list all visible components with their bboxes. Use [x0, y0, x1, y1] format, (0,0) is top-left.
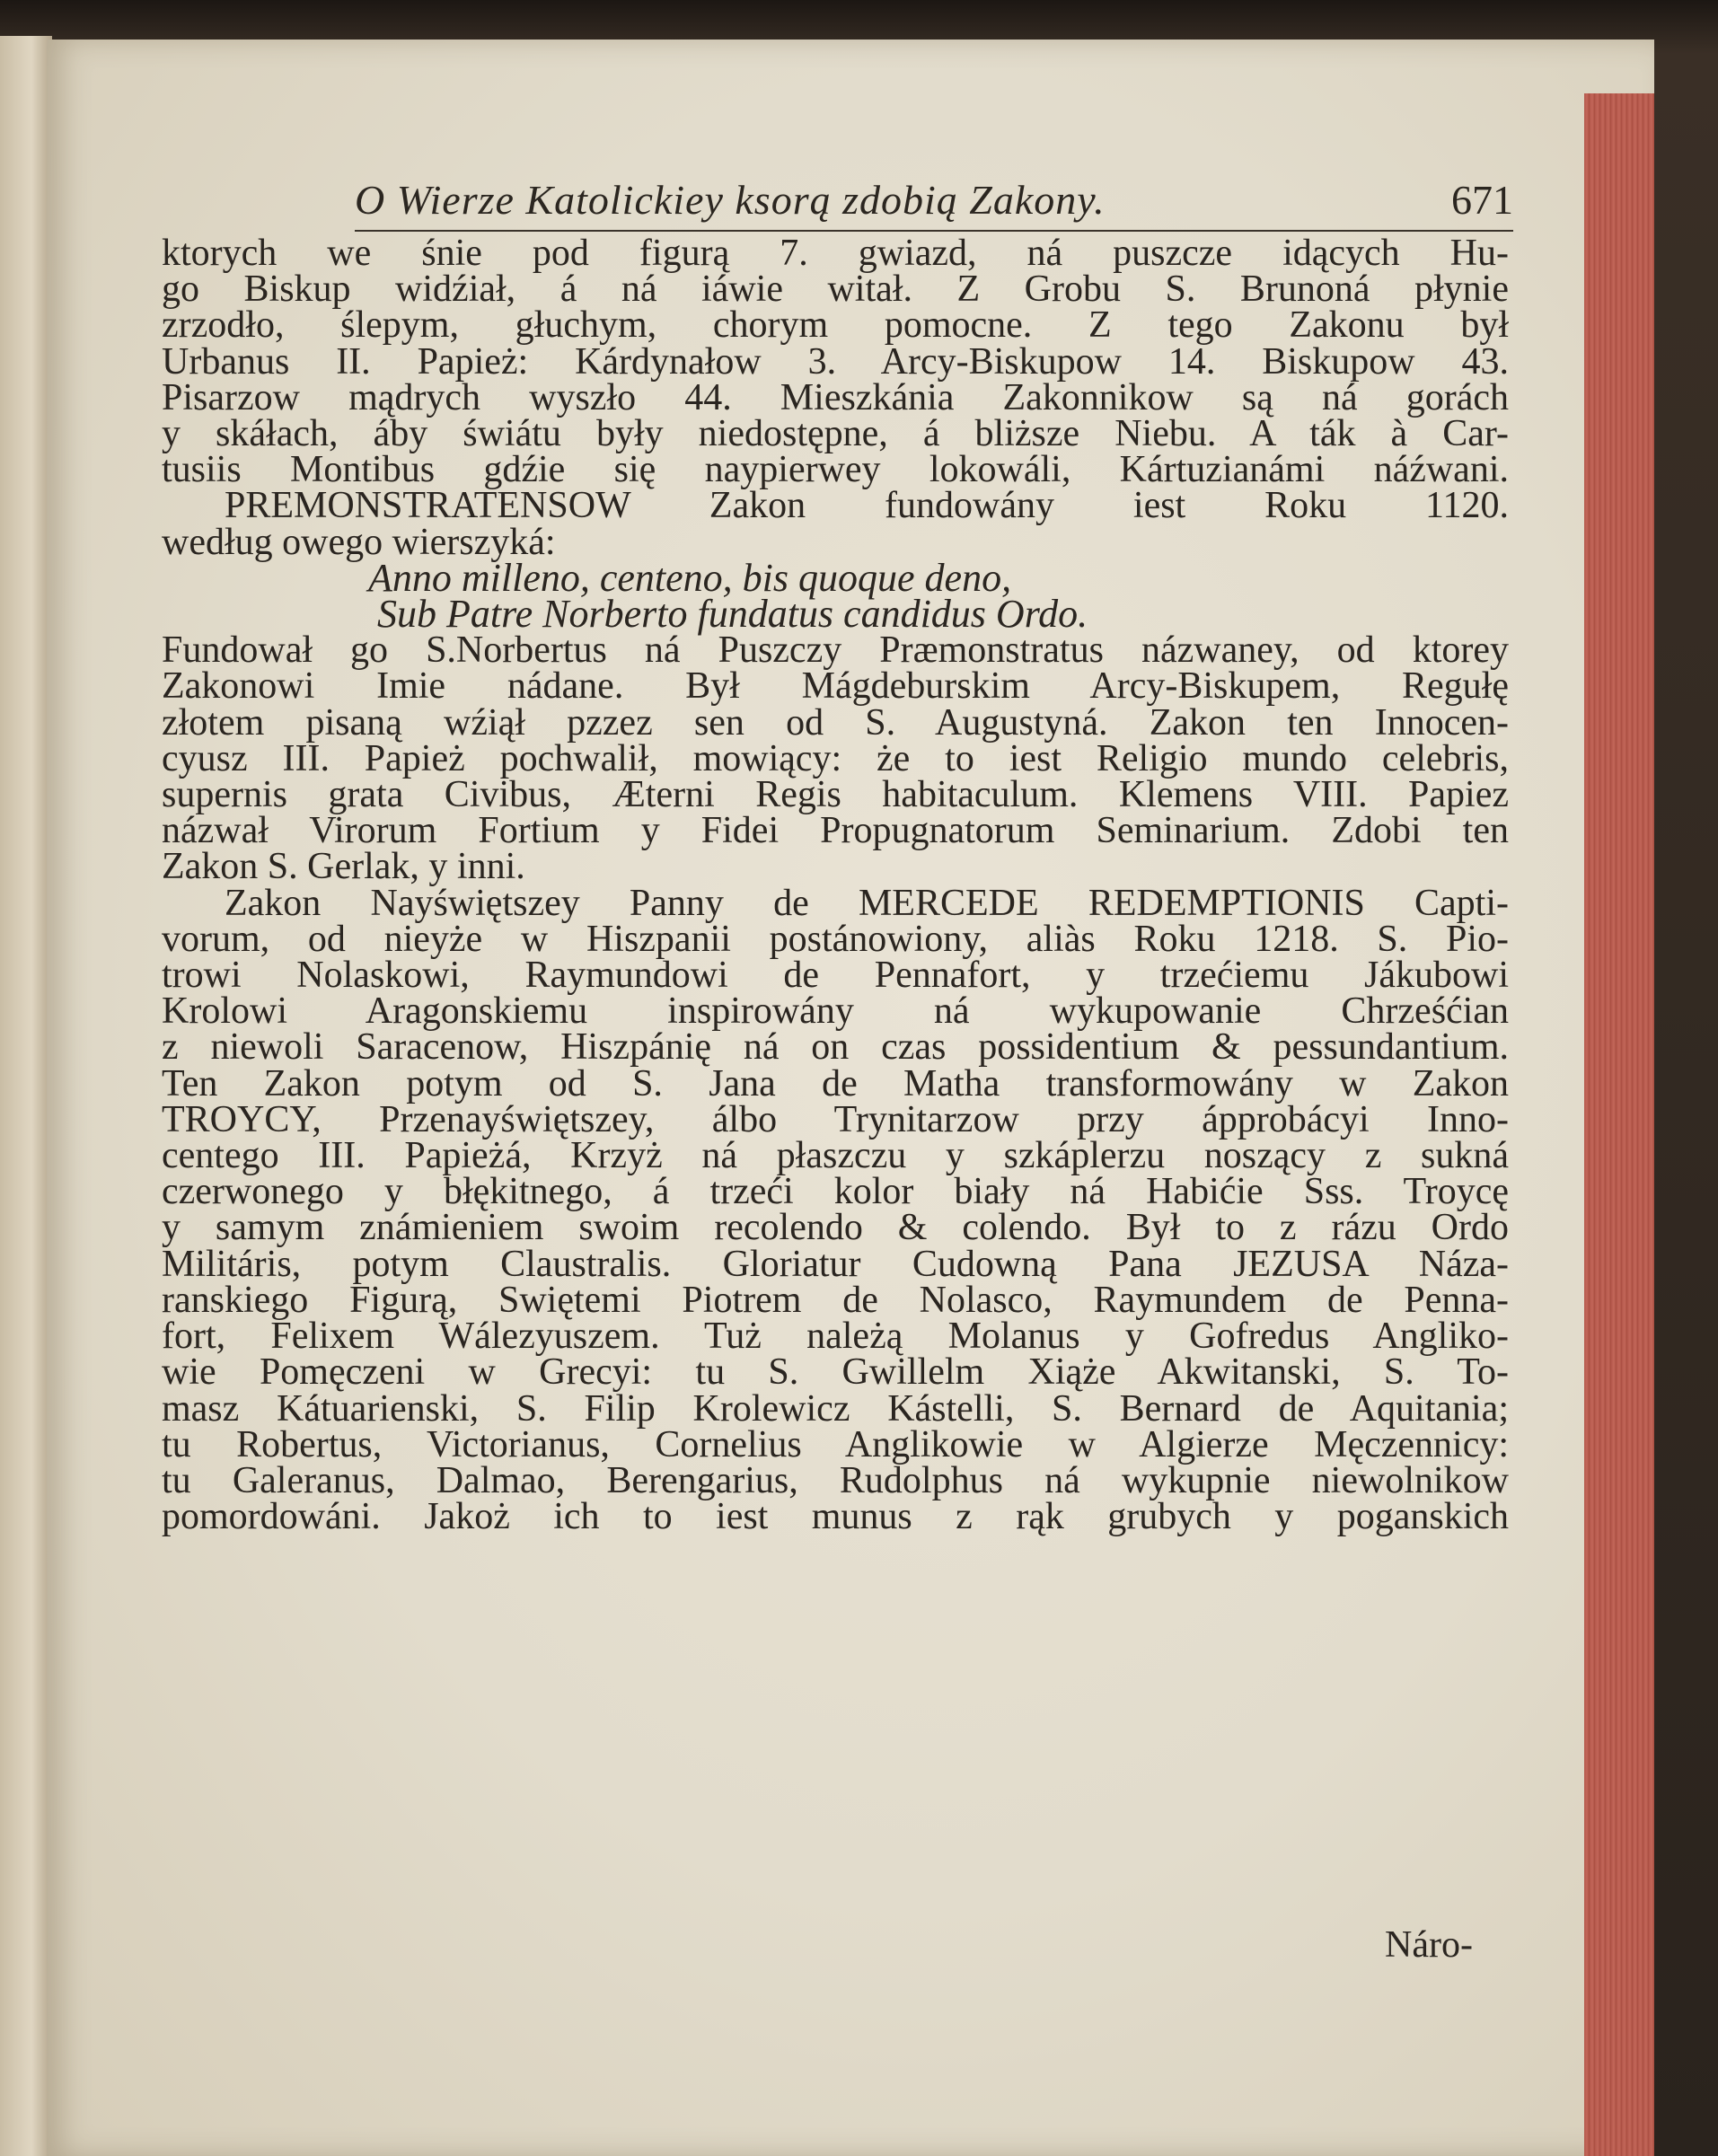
text-line: tu Galeranus, Dalmao, Berengarius, Rudolphus ná wykupnie niewolnikow: [162, 1459, 1509, 1501]
text-line: Ten Zakon potym od S. Jana de Matha transformowány w Zakon: [162, 1062, 1509, 1104]
text-line: Pisarzow mądrych wyszło 44. Mieszkánia Zakonnikow są ná gorách: [162, 376, 1509, 418]
catchword: Náro-: [1385, 1924, 1473, 1966]
text-line: masz Kátuarienski, S. Filip Krolewicz Kástelli, S. Bernard de Aquitania;: [162, 1387, 1509, 1430]
text-line: Zakon Nayświętszey Panny de MERCEDE REDEMPTIONIS Capti-: [225, 882, 1509, 924]
text-line: Urbanus II. Papież: Kárdynałow 3. Arcy-Biskupow 14. Biskupow 43.: [162, 340, 1509, 383]
text-line: y samym známieniem swoim recolendo & colendo. Był to z rázu Ordo: [162, 1207, 1509, 1249]
text-line: vorum, od nieyże w Hiszpanii postánowiony, aliàs Roku 1218. S. Pio-: [162, 918, 1509, 960]
text-line: Zakonowi Imie nádane. Był Mágdeburskim Arcy-Biskupem, Regułę: [162, 665, 1509, 708]
body-text: [162, 233, 1509, 1538]
text-line: wie Pomęczeni w Grecyi: tu S. Gwillelm Xiąże Akwitanski, S. To-: [162, 1351, 1509, 1394]
text-line: cyusz III. Papież pochwalił, mowiący: że to iest Religio mundo celebris,: [162, 737, 1509, 779]
red-fore-edge: [1584, 93, 1654, 2156]
text-line: Fundował go S.Norbertus ná Puszczy Præmonstratus názwaney, od ktorey: [162, 629, 1509, 672]
text-line: y skáłach, áby świátu były niedostępne, á bliższe Niebu. A ták à Car-: [162, 413, 1509, 455]
text-line: centego III. Papieżá, Krzyż ná płaszczu y szkáplerzu noszący z sukná: [162, 1135, 1509, 1177]
text-line: zrzodło, ślepym, głuchym, chorym pomocne. Z tego Zakonu był: [162, 304, 1509, 347]
text-line: Anno milleno, centeno, bis quoque deno,: [368, 555, 1012, 600]
text-line: czerwonego y błękitnego, á trzeći kolor biały ná Habićie Sss. Troycę: [162, 1171, 1509, 1213]
running-head: [355, 176, 1513, 232]
text-line: z niewoli Saracenow, Hiszpánię ná on czas possidentium & pessundantium.: [162, 1026, 1509, 1069]
text-line: fort, Felixem Wálezyuszem. Tuż należą Molanus y Gofredus Angliko-: [162, 1316, 1509, 1358]
text-line: Krolowi Aragonskiemu inspirowány ná wykupowanie Chrześćian: [162, 990, 1509, 1033]
text-line: Sub Patre Norberto fundatus candidus Ordo.: [377, 592, 1088, 637]
text-line: PREMONSTRATENSOW Zakon fundowány iest Roku 1120.: [225, 485, 1509, 527]
page-number: 671: [1451, 177, 1513, 223]
text-line: trowi Nolaskowi, Raymundowi de Pennafort, y trzećiemu Jákubowi: [162, 955, 1509, 997]
text-line: pomordowáni. Jakoż ich to iest munus z rąk grubych y poganskich: [162, 1496, 1509, 1538]
text-line: TROYCY, Przenayświętszey, álbo Trynitarzow przy ápprobácyi Inno-: [162, 1098, 1509, 1140]
text-line: názwał Virorum Fortium y Fidei Propugnatorum Seminarium. Zdobi ten: [162, 810, 1509, 852]
text-line: ranskiego Figurą, Swiętemi Piotrem de Nolasco, Raymundem de Penna-: [162, 1279, 1509, 1321]
text-line: według owego wierszyká:: [162, 521, 556, 563]
text-line: tusiis Montibus gdźie się naypierwey lokowáli, Kártuzianámi náźwani.: [162, 449, 1509, 491]
text-line: ktorych we śnie pod figurą 7. gwiazd, ná puszcze idących Hu-: [162, 233, 1509, 274]
text-line: Zakon S. Gerlak, y inni.: [162, 846, 525, 888]
text-line: Militáris, potym Claustralis. Gloriatur Cudowną Pana JEZUSA Náza-: [162, 1243, 1509, 1285]
running-title: O Wierze Katolickiey ksorą zdobią Zakony.: [355, 177, 1106, 223]
text-line: złotem pisaną wźiął pzzez sen od S. Augustyná. Zakon ten Innocen-: [162, 701, 1509, 744]
facing-page-edge: [0, 36, 52, 2156]
text-line: tu Robertus, Victorianus, Cornelius Anglikowie w Algierze Męczennicy:: [162, 1423, 1509, 1465]
text-line: supernis grata Civibus, Æterni Regis habitaculum. Klemens VIII. Papiez: [162, 774, 1509, 816]
text-line: go Biskup widźiał, á ná iáwie witał. Z Grobu S. Brunoná płynie: [162, 268, 1509, 311]
